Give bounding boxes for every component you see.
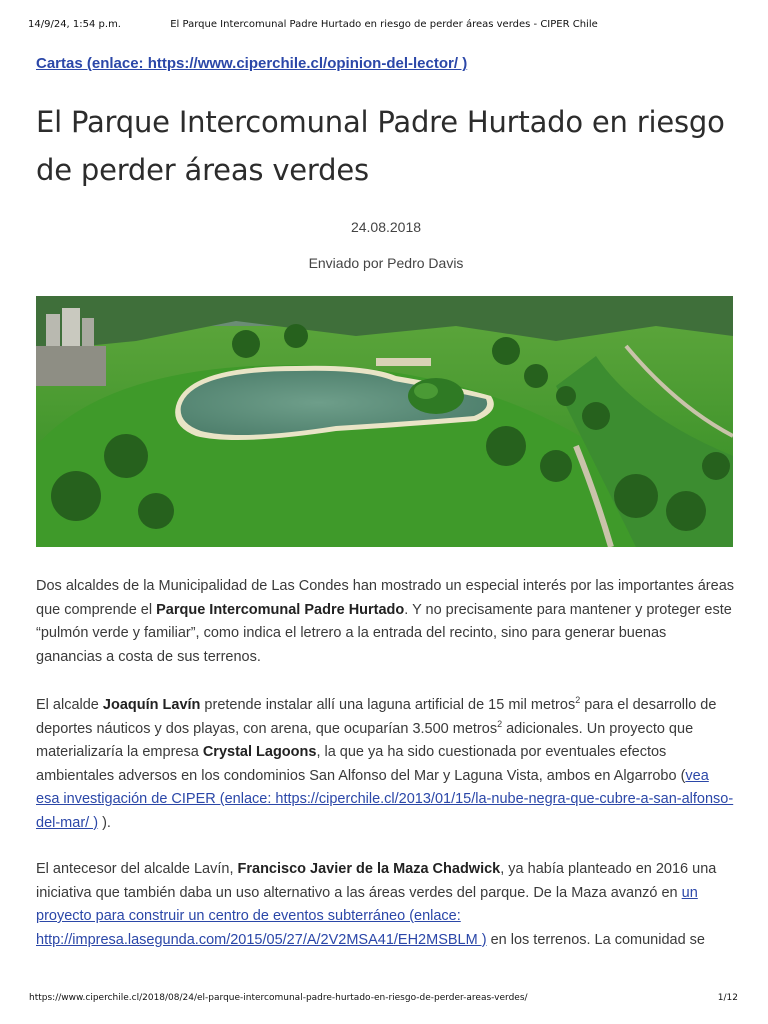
event-center-project-link[interactable]: un proyecto para construir un centro de eventos subterráneo (enlace: http://impresa.lasegunda.com/2015/05/27/A/2V2MSA41/EH2MSBLM ) <box>36 884 698 948</box>
former-mayor-name: Francisco Javier de la Maza Chadwick <box>237 861 501 877</box>
author-byline: Enviado por Pedro Davis <box>308 255 464 271</box>
category-link[interactable]: Cartas (enlace: https://www.ciperchile.cl/opinion-del-lector/ ) <box>36 55 468 72</box>
ciper-investigation-link[interactable]: vea esa investigación de CIPER (enlace: https://ciperchile.cl/2013/01/15/la-nube-negra-que-cubre-a-san-alfonso-del-mar/ ) <box>36 767 734 831</box>
article-content <box>36 52 736 952</box>
paragraph-1: Dos alcaldes de la Municipalidad de Las Condes han mostrado un especial interés por las importantes áreas que comprende el Parque Intercomunal Padre Hurtado. Y no precisamente para mantener y proteger este “pulmón verde y familiar”, como indica el letrero a la entrada del recinto, sino para generar buenas ganancias a costa de sus terrenos. <box>36 578 735 665</box>
paragraph-2: El alcalde Joaquín Lavín pretende instalar allí una laguna artificial de 15 mil metros$^2$ para el desarrollo de deportes náuticos y dos playas, con arena, que ocuparían 3.500 metros$^2$ adicionales. Un proyecto que materializaría la empresa Crystal Lagoons, la que ya ha sido cuestionada por eventuales efectos ambientales adversos en los condominios San Alfonso del Mar y Laguna Vista, ambos en Algarrobo (vea esa investigación de CIPER (enlace: https://ciperchile.cl/2013/01/15/la-nube-negra-que-cubre-a-san-alfonso-del-mar/ ) ). <box>36 695 734 831</box>
paragraph-3: El antecesor del alcalde Lavín, Francisco Javier de la Maza Chadwick, ya había planteado en 2016 una iniciativa que también daba un uso alternativo a las áreas verdes del parque. De la Maza avanzó en un proyecto para construir un centro de eventos subterráneo (enlace: http://impresa.lasegunda.com/2015/05/27/A/2V2MSA41/EH2MSBLM ) en los terrenos. La comunidad se <box>36 861 717 948</box>
publish-date: 24.08.2018 <box>350 219 422 235</box>
print-page-title: El Parque Intercomunal Padre Hurtado en riesgo de perder áreas verdes - CIPER Chile <box>170 19 598 30</box>
company-crystal-lagoons: Crystal Lagoons <box>202 744 317 760</box>
page-number: 1/12 <box>717 993 738 1003</box>
print-date: 14/9/24, 1:54 p.m. <box>28 19 121 30</box>
park-aerial-photo <box>36 296 733 547</box>
article-title: El Parque Intercomunal Padre Hurtado en riesgo de perder áreas verdes <box>36 105 725 187</box>
print-url: https://www.ciperchile.cl/2018/08/24/el-parque-intercomunal-padre-hurtado-en-riesgo-de-perder-areas-verdes/ <box>29 993 528 1003</box>
print-footer <box>0 993 768 1007</box>
mayor-lavin: Joaquín Lavín <box>102 697 201 713</box>
print-header <box>0 19 768 33</box>
park-name: Parque Intercomunal Padre Hurtado <box>156 601 405 618</box>
